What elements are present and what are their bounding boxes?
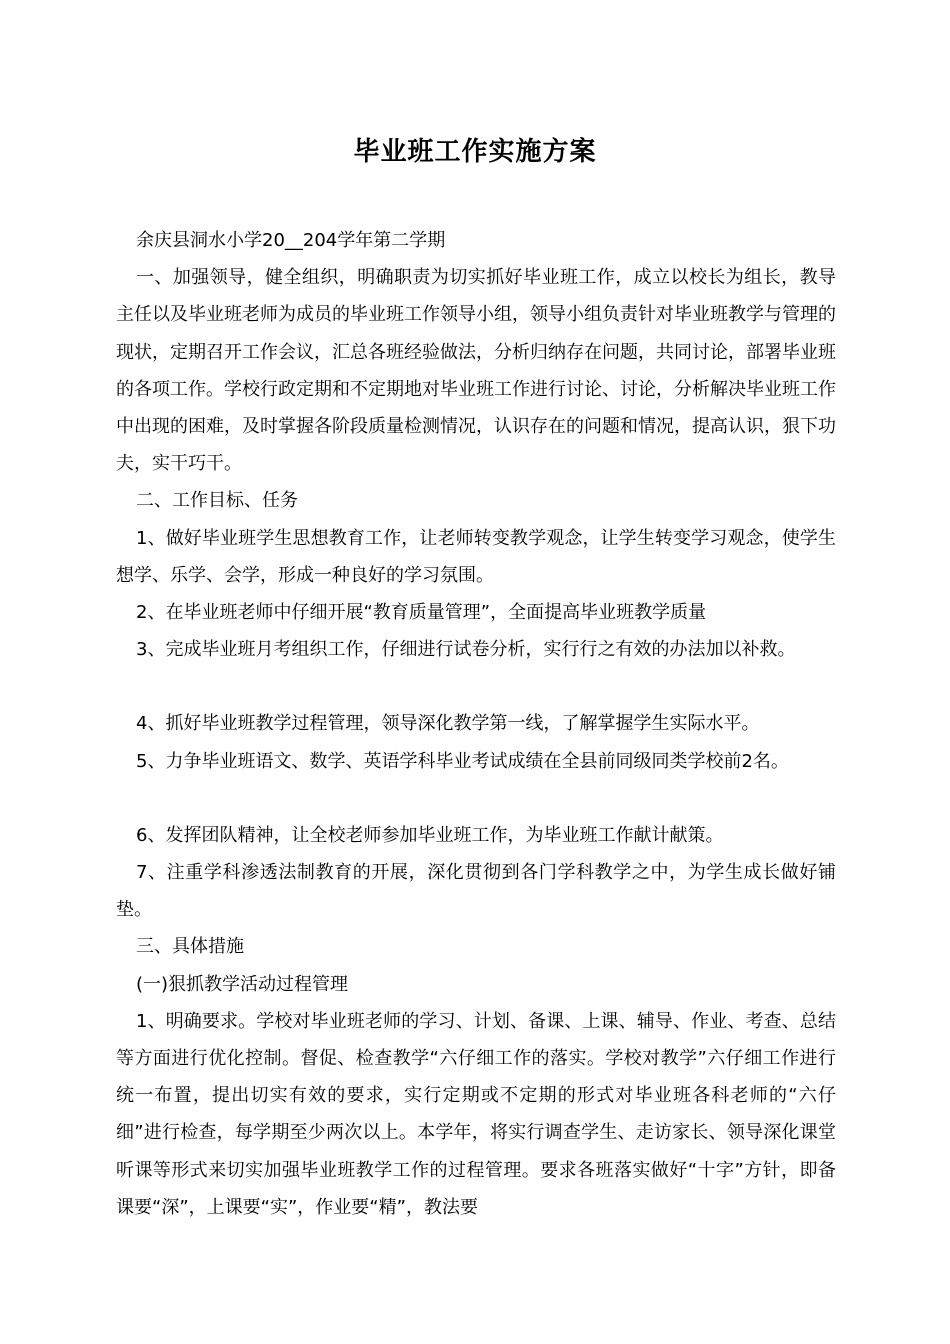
goal-item-2: 2、在毕业班老师中仔细开展“教育质量管理”，全面提高毕业班教学质量 xyxy=(136,602,707,624)
section-2-heading: 二、工作目标、任务 xyxy=(136,490,298,512)
goal-item-3: 3、完成毕业班月考组织工作，仔细进行试卷分析，实行行之有效的办法加以补救。 xyxy=(136,639,796,661)
goal-item-6: 6、发挥团队精神，让全校老师参加毕业班工作，为毕业班工作献计献策。 xyxy=(136,824,724,846)
goal-item-5: 5、力争毕业班语文、数学、英语学科毕业考试成绩在全县前同级同类学校前2名。 xyxy=(136,750,789,772)
goal-item-4: 4、抓好毕业班教学过程管理，领导深化教学第一线，了解掌握学生实际水平。 xyxy=(136,713,760,735)
document-title: 毕业班工作实施方案 xyxy=(353,137,597,167)
measure-item-1: 1、明确要求。学校对毕业班老师的学习、计划、备课、上课、辅导、作业、考查、总结等方面进行优化控制。督促、检查教学“六仔细工作的落实。学校对教学”六仔细工作进行统一布置，提出切实有效的要求，实行定期或不定期的形式对毕业班各科老师的“六仔细”进行检查，每学期至少两次以上。本学年，将实行调查学生、走访家长、领导深化课堂听课等形式来切实加强毕业班教学工作的过程管理。要求各班落实做好“十字”方针，即备课要“深”，上课要“实”，作业要“精”，教法要 xyxy=(116,1010,836,1218)
section-1-paragraph: 一、加强领导，健全组织，明确职责为切实抓好毕业班工作，成立以校长为组长，教导主任以及毕业班老师为成员的毕业班工作领导小组，领导小组负责针对毕业班教学与管理的现状，定期召开工作会议，汇总各班经验做法，分析归纳存在问题，共同讨论，部署毕业班的各项工作。学校行政定期和不定期地对毕业班工作进行讨论、讨论，分析解决毕业班工作中出现的困难，及时掌握各阶段质量检测情况，认识存在的问题和情况，提高认识，狠下功夫，实干巧干。 xyxy=(116,267,836,475)
document-body xyxy=(116,222,836,1226)
subsection-1-heading: (一)狠抓教学活动过程管理 xyxy=(136,973,349,995)
goal-item-1: 1、做好毕业班学生思想教育工作，让老师转变教学观念，让学生转变学习观念，使学生想学、乐学、会学，形成一种良好的学习氛围。 xyxy=(116,527,836,586)
goal-item-7: 7、注重学科渗透法制教育的开展，深化贯彻到各门学科教学之中，为学生成长做好铺垫。 xyxy=(116,862,836,921)
section-3-heading: 三、具体措施 xyxy=(136,936,244,958)
school-term-line: 余庆县洞水小学20__204学年第二学期 xyxy=(136,230,446,251)
